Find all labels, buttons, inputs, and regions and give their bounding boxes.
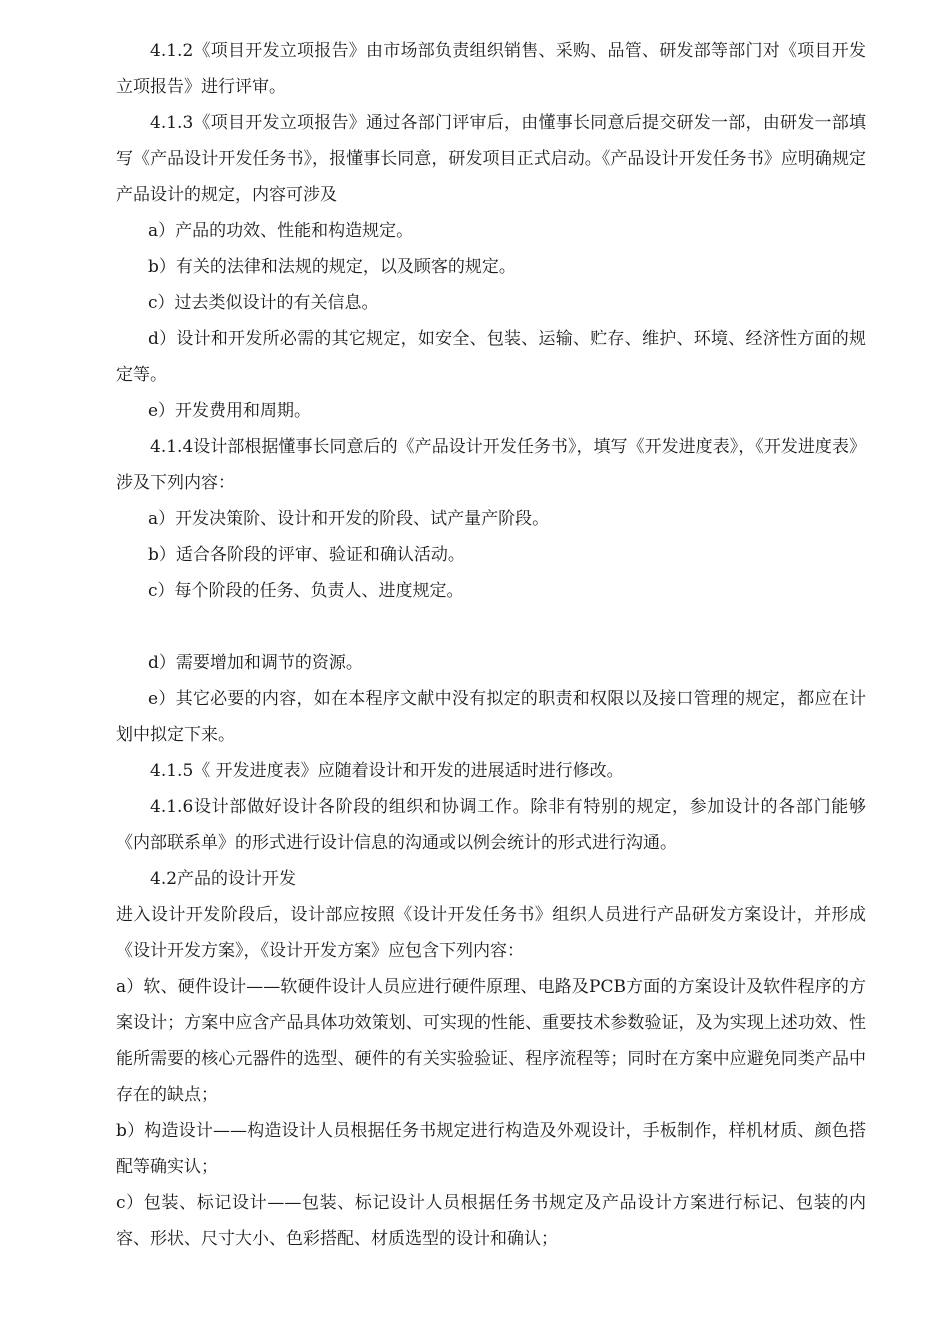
paragraph-4-1-2: 4.1.2《项目开发立项报告》由市场部负责组织销售、采购、品管、研发部等部门对《项目开发立项报告》进行评审。 [116,41,866,97]
paragraph-4-1-5: 4.1.5《 开发进度表》应随着设计和开发的进展适时进行修改。 [150,761,624,781]
list-item-b: b）适合各阶段的评审、验证和确认活动。 [148,545,465,565]
paragraph-4-1-6: 4.1.6设计部做好设计各阶段的组织和协调工作。除非有特别的规定，参加设计的各部门能够《内部联系单》的形式进行设计信息的沟通或以例会统计的形式进行沟通。 [116,797,866,853]
paragraph-design-phase: 进入设计开发阶段后，设计部应按照《设计开发任务书》组织人员进行产品研发方案设计，并形成《设计开发方案》，《设计开发方案》应包含下列内容： [116,905,866,961]
document-body [116,33,866,1257]
list-item-software-hardware: a）软、硬件设计——软硬件设计人员应进行硬件原理、电路及PCB方面的方案设计及软件程序的方案设计；方案中应含产品具体功效策划、可实现的性能、重要技术参数验证，及为实现上述功效、性能所需要的核心元器件的选型、硬件的有关实验验证、程序流程等；同时在方案中应避免同类产品中存在的缺点； [116,977,866,1105]
list-item-a: a）开发决策阶、设计和开发的阶段、试产量产阶段。 [148,509,550,529]
section-heading-4-2: 4.2产品的设计开发 [150,869,297,889]
list-item-d: d）设计和开发所必需的其它规定，如安全、包装、运输、贮存、维护、环境、经济性方面的规定等。 [116,329,866,385]
list-item-a: a）产品的功效、性能和构造规定。 [148,221,414,241]
paragraph-4-1-3: 4.1.3《项目开发立项报告》通过各部门评审后，由懂事长同意后提交研发一部，由研发一部填写《产品设计开发任务书》，报懂事长同意，研发项目正式启动。《产品设计开发任务书》应明确规定产品设计的规定，内容可涉及 [116,113,866,205]
list-item-e: e）开发费用和周期。 [148,401,312,421]
list-item-c: c）每个阶段的任务、负责人、进度规定。 [148,581,464,601]
list-item-d: d）需要增加和调节的资源。 [148,653,363,673]
list-item-structure: b）构造设计——构造设计人员根据任务书规定进行构造及外观设计，手板制作，样机材质、颜色搭配等确实认； [116,1121,866,1177]
list-item-packaging: c）包装、标记设计——包装、标记设计人员根据任务书规定及产品设计方案进行标记、包装的内容、形状、尺寸大小、色彩搭配、材质选型的设计和确认； [116,1193,866,1249]
list-item-e: e）其它必要的内容，如在本程序文献中没有拟定的职责和权限以及接口管理的规定，都应在计划中拟定下来。 [116,689,866,745]
list-item-c: c）过去类似设计的有关信息。 [148,293,379,313]
list-item-b: b）有关的法律和法规的规定，以及顾客的规定。 [148,257,516,277]
paragraph-4-1-4: 4.1.4设计部根据懂事长同意后的《产品设计开发任务书》，填写《开发进度表》，《开发进度表》涉及下列内容： [116,437,866,493]
blank-line [116,609,866,645]
